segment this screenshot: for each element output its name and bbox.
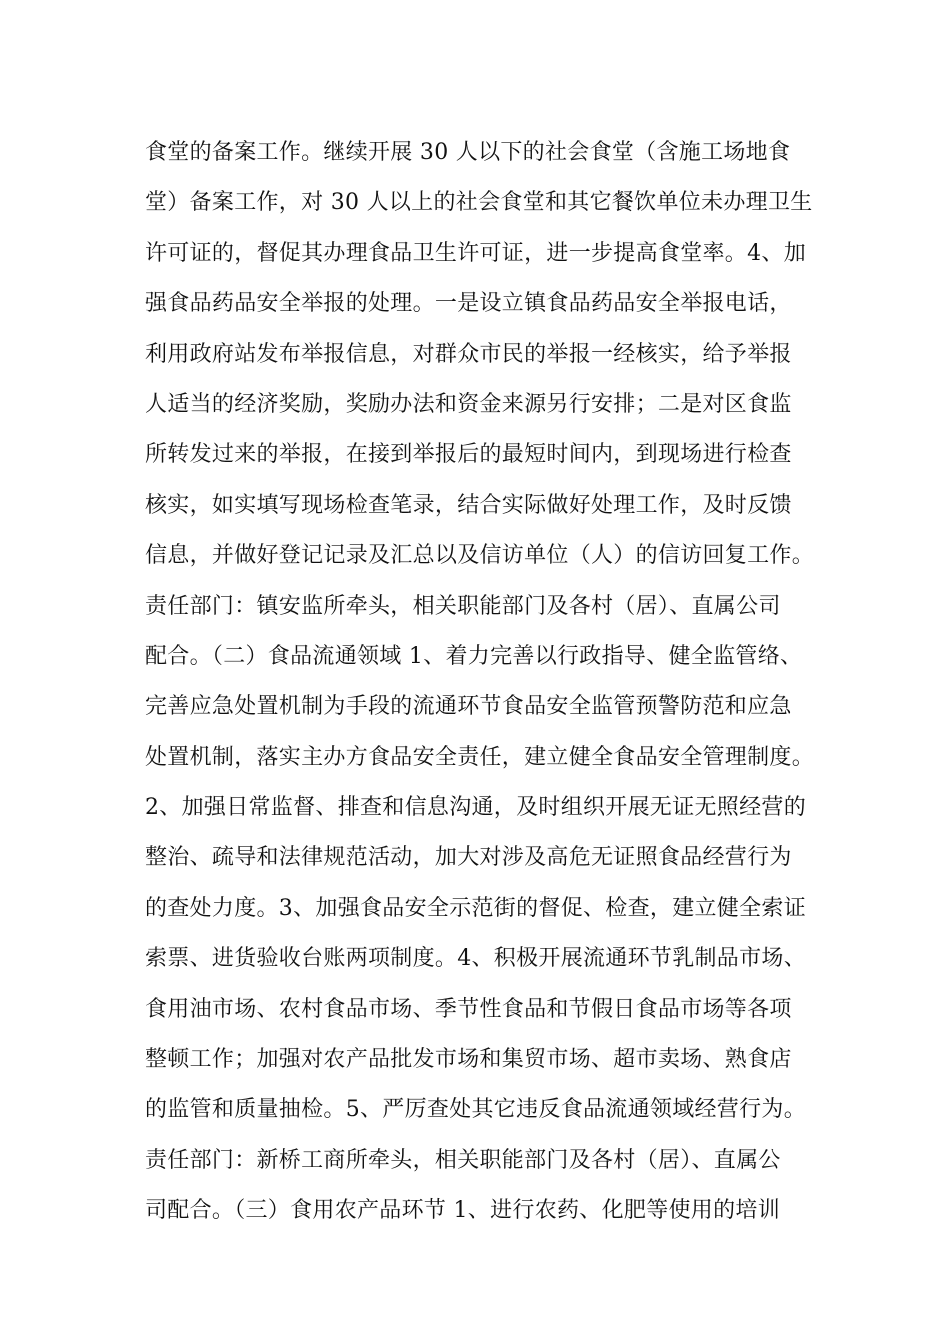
text-line: 完善应急处置机制为手段的流通环节食品安全监管预警防范和应急 <box>145 694 792 720</box>
text-line: 许可证的，督促其办理食品卫生许可证，进一步提高食堂率。4、加 <box>145 240 806 266</box>
text-line: 的监管和质量抽检。5、严厉查处其它违反食品流通领域经营行为。 <box>145 1097 806 1123</box>
text-line: 的查处力度。3、加强食品安全示范街的督促、检查，建立健全索证 <box>145 895 806 921</box>
text-line: 配合。（二）食品流通领域 1、着力完善以行政指导、健全监管络、 <box>145 643 803 669</box>
text-line: 利用政府站发布举报信息，对群众市民的举报一经核实，给予举报 <box>145 341 792 367</box>
text-line: 司配合。（三）食用农产品环节 1、进行农药、化肥等使用的培训 <box>145 1198 780 1224</box>
text-line: 堂）备案工作，对 30 人以上的社会食堂和其它餐饮单位未办理卫生 <box>145 190 813 216</box>
text-line: 强食品药品安全举报的处理。一是设立镇食品药品安全举报电话， <box>145 291 792 317</box>
text-line: 信息，并做好登记记录及汇总以及信访单位（人）的信访回复工作。 <box>145 543 815 569</box>
text-line: 所转发过来的举报，在接到举报后的最短时间内，到现场进行检查 <box>145 442 792 468</box>
text-line: 人适当的经济奖励，奖励办法和资金来源另行安排；二是对区食监 <box>145 391 792 417</box>
text-line: 2、加强日常监督、排查和信息沟通，及时组织开展无证无照经营的 <box>145 795 806 821</box>
text-line: 处置机制，落实主办方食品安全责任，建立健全食品安全管理制度。 <box>145 744 815 770</box>
text-line: 整治、疏导和法律规范活动，加大对涉及高危无证照食品经营行为 <box>145 845 792 871</box>
text-line: 食堂的备案工作。继续开展 30 人以下的社会食堂（含施工场地食 <box>145 140 791 165</box>
text-line: 索票、进货验收台账两项制度。4、积极开展流通环节乳制品市场、 <box>145 946 806 972</box>
text-line: 整顿工作；加强对农产品批发市场和集贸市场、超市卖场、熟食店 <box>145 1047 792 1073</box>
body-text <box>145 128 825 1237</box>
text-line: 核实，如实填写现场检查笔录，结合实际做好处理工作，及时反馈 <box>145 492 792 518</box>
text-line: 责任部门：镇安监所牵头，相关职能部门及各村（居）、直属公司 <box>145 593 781 619</box>
text-line: 食用油市场、农村食品市场、季节性食品和节假日食品市场等各项 <box>145 996 792 1022</box>
text-line: 责任部门：新桥工商所牵头，相关职能部门及各村（居）、直属公 <box>145 1147 781 1173</box>
